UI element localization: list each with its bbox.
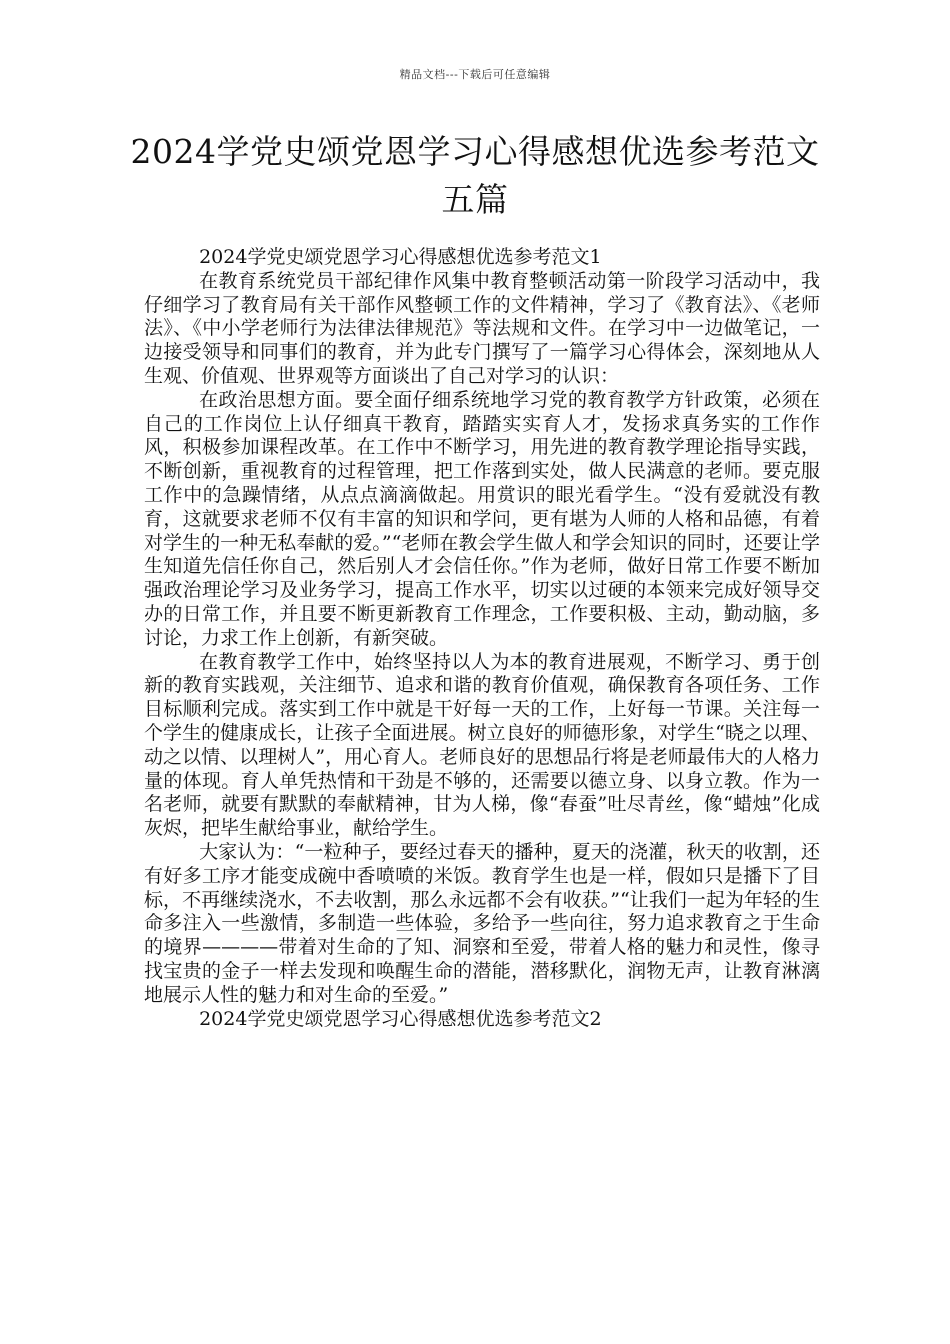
body-paragraph: 在政治思想方面。要全面仔细系统地学习党的教育教学方针政策，必须在自己的工作岗位上认仔细真干教育，踏踏实实育人才，发扬求真务实的工作作风，积极参加课程改革。在工作中不断学习，用先进的教育教学理论指导实践，不断创新，重视教育的过程管理，把工作落到实处，做人民满意的老师。要克服工作中的急躁情绪，从点点滴滴做起。用赏识的眼光看学生。“没有爱就没有教育，这就要求老师不仅有丰富的知识和学问，更有堪为人师的人格和品德，有着对学生的一种无私奉献的爱。”“老师在教会学生做人和学会知识的同时，还要让学生知道先信任你自己，然后别人才会信任你。”作为老师，做好日常工作要不断加强政治理论学习及业务学习，提高工作水平，切实以过硬的本领来完成好领导交办的日常工作，并且要不断更新教育工作理念，工作要积极、主动，勤动脑，多讨论，力求工作上创新，有新突破。 [144, 388, 820, 649]
body-paragraph: 大家认为：“一粒种子，要经过春天的播种，夏天的浇灌，秋天的收割，还有好多工序才能变成碗中香喷喷的米饭。教育学生也是一样，假如只是播下了目标，不再继续浇水，不去收割，那么永远都不会有收获。”“让我们一起为年轻的生命多注入一些激情，多制造一些体验，多给予一些向往，努力追求教育之于生命的境界————带着对生命的了知、洞察和至爱，带着人格的魅力和灵性，像寻找宝贵的金子一样去发现和唤醒生命的潜能，潜移默化，润物无声，让教育淋漓地展示人性的魅力和对生命的至爱。” [144, 840, 820, 1006]
body-paragraph: 在教育系统党员干部纪律作风集中教育整顿活动第一阶段学习活动中，我仔细学习了教育局有关干部作风整顿工作的文件精神，学习了《教育法》、《老师法》、《中小学老师行为法律法律规范》等法规和文件。在学习中一边做笔记，一边接受领导和同事们的教育，并为此专门撰写了一篇学习心得体会，深刻地从人生观、价值观、世界观等方面谈出了自己对学习的认识： [144, 269, 820, 387]
section-heading: 2024学党史颂党恩学习心得感想优选参考范文2 [199, 1007, 602, 1030]
header-note: 精品文档---下载后可任意编辑 [399, 68, 551, 81]
section-heading: 2024学党史颂党恩学习心得感想优选参考范文1 [199, 246, 602, 268]
document-title: 2024学党史颂党恩学习心得感想优选参考范文五篇 [130, 132, 820, 219]
body-paragraph: 在教育教学工作中，始终坚持以人为本的教育进展观，不断学习、勇于创新的教育实践观，关注细节、追求和谐的教育价值观，确保教育各项任务、工作目标顺利完成。落实到工作中就是干好每一天的工作，上好每一节课。关注每一个学生的健康成长，让孩子全面进展。树立良好的师德形象，对学生“晓之以理、动之以情、以理树人”，用心育人。老师良好的思想品行将是老师最伟大的人格力量的体现。育人单凭热情和干劲是不够的，还需要以德立身、以身立教。作为一名老师，就要有默默的奉献精神，甘为人梯，像“春蚕”吐尽青丝，像“蜡烛”化成灰烬，把毕生献给事业，献给学生。 [144, 650, 820, 840]
document-body [144, 246, 820, 1031]
